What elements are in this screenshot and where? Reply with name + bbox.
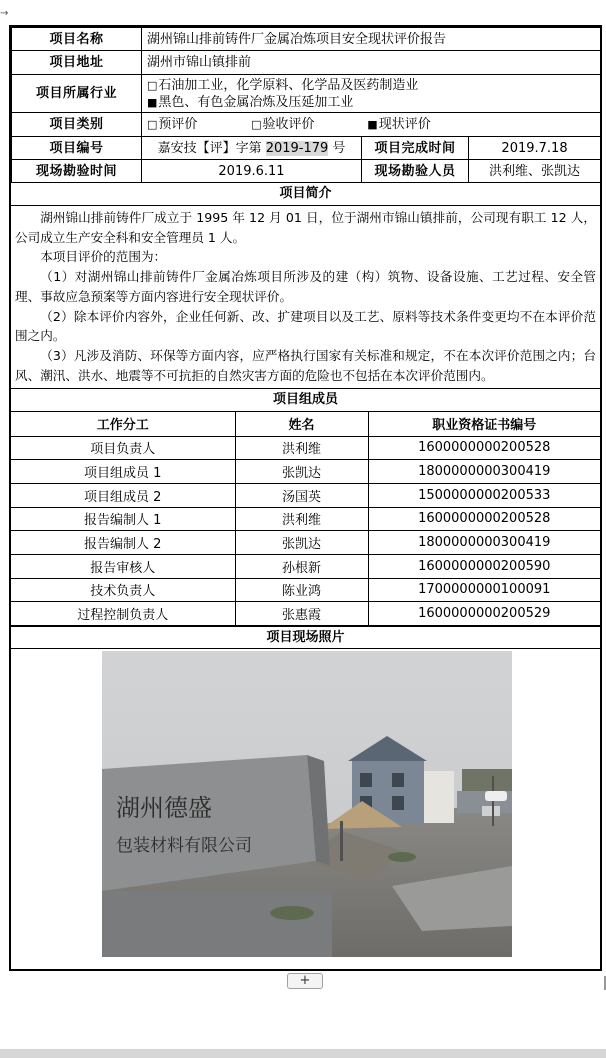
team-table [11, 412, 600, 626]
site-photo[interactable] [102, 651, 512, 957]
finish-time-value: 2019.7.18 [469, 137, 601, 160]
table-row: 过程控制负责人 张惠霞 1600000000200529 [11, 602, 600, 626]
intro-paragraph: （3）凡涉及消防、环保等方面内容，应严格执行国家有关标准和规定，不在本次评价范围之内；台风、潮汛、洪水、地震等不可抗拒的自然灾害方面的危险也不包括在本次评价范围内。 [15, 347, 596, 383]
project-number-code: 2019-179 [265, 140, 329, 156]
intro-paragraph: 湖州锦山排前铸件厂成立于 1995 年 12 月 01 日，位于湖州市锦山镇排前，公司现有职工 12 人，公司成立生产安全科和安全管理员 1 人。 [15, 210, 596, 245]
report-page [9, 25, 602, 971]
project-type-options [142, 113, 601, 137]
checked-checkbox-icon: ■ [367, 118, 378, 131]
wall-sign-subtext: 包装材料有限公司 [116, 836, 252, 857]
project-industry-label: 项目所属行业 [12, 75, 142, 113]
team-column-header: 职业资格证书编号 [368, 412, 600, 436]
table-row: 报告编制人 2 张凯达 1800000000300419 [11, 531, 600, 555]
back-arrow-icon[interactable]: → [0, 8, 9, 19]
project-name-label: 项目名称 [12, 28, 142, 51]
table-row: 项目组成员 2 汤国英 1500000000200533 [11, 483, 600, 507]
project-number-label: 项目编号 [12, 137, 142, 160]
horizontal-scrollbar[interactable] [0, 1049, 606, 1058]
project-name-value: 湖州锦山排前铸件厂金属冶炼项目安全现状评价报告 [142, 28, 601, 51]
industry-option-metallurgy: ■黑色、有色金属冶炼及压延加工业 [147, 94, 354, 110]
intro-text [11, 206, 600, 389]
survey-time-label: 现场勘验时间 [12, 160, 142, 183]
intro-paragraph: （2）除本评价内容外，企业任何新、改、扩建项目以及工艺、原料等技术条件变更均不在本评价范围之内。 [15, 308, 596, 344]
project-address-label: 项目地址 [12, 51, 142, 75]
photo-section-title: 项目现场照片 [11, 626, 600, 649]
table-row: 技术负责人 陈业鸿 1700000000100091 [11, 578, 600, 602]
unchecked-checkbox-icon: □ [147, 78, 158, 92]
table-row: 报告审核人 孙根新 1600000000200590 [11, 554, 600, 578]
intro-section-title: 项目简介 [11, 183, 600, 206]
team-column-header: 工作分工 [11, 412, 235, 436]
team-section-title: 项目组成员 [11, 389, 600, 412]
project-industry-options [142, 75, 601, 113]
project-info-table [11, 27, 601, 183]
type-option-acceptance: □验收评价 [251, 117, 315, 132]
photo-area [11, 649, 600, 974]
type-option-pre-evaluation: □预评价 [147, 117, 198, 132]
project-number-value: 嘉安技【评】字第 2019-179 号 [142, 137, 362, 160]
table-row: 项目组成员 1 张凯达 1800000000300419 [11, 460, 600, 484]
survey-staff-label: 现场勘验人员 [362, 160, 469, 183]
type-option-status-evaluation: ■现状评价 [367, 117, 431, 132]
survey-staff-value: 洪利维、张凯达 [469, 160, 601, 183]
unchecked-checkbox-icon: □ [251, 118, 262, 131]
project-type-label: 项目类别 [12, 113, 142, 137]
survey-time-value: 2019.6.11 [142, 160, 362, 183]
finish-time-label: 项目完成时间 [362, 137, 469, 160]
industry-option-petrochemical: □石油加工业，化学原料、化学品及医药制造业 [147, 77, 419, 93]
add-button[interactable]: + [287, 973, 323, 989]
intro-paragraph: 本项目评价的范围为： [40, 249, 167, 265]
wall-sign-text: 湖州德盛 [116, 794, 212, 823]
project-address-value: 湖州市锦山镇排前 [142, 51, 601, 75]
team-column-header: 姓名 [235, 412, 368, 436]
table-row: 报告编制人 1 洪利维 1600000000200528 [11, 507, 600, 531]
intro-paragraph: （1）对湖州锦山排前铸件厂金属冶炼项目所涉及的建（构）筑物、设备设施、工艺过程、安全管理、事故应急预案等方面内容进行安全现状评价。 [15, 269, 596, 304]
unchecked-checkbox-icon: □ [147, 118, 158, 131]
table-row: 项目负责人 洪利维 1600000000200528 [11, 436, 600, 460]
checked-checkbox-icon: ■ [147, 95, 158, 109]
